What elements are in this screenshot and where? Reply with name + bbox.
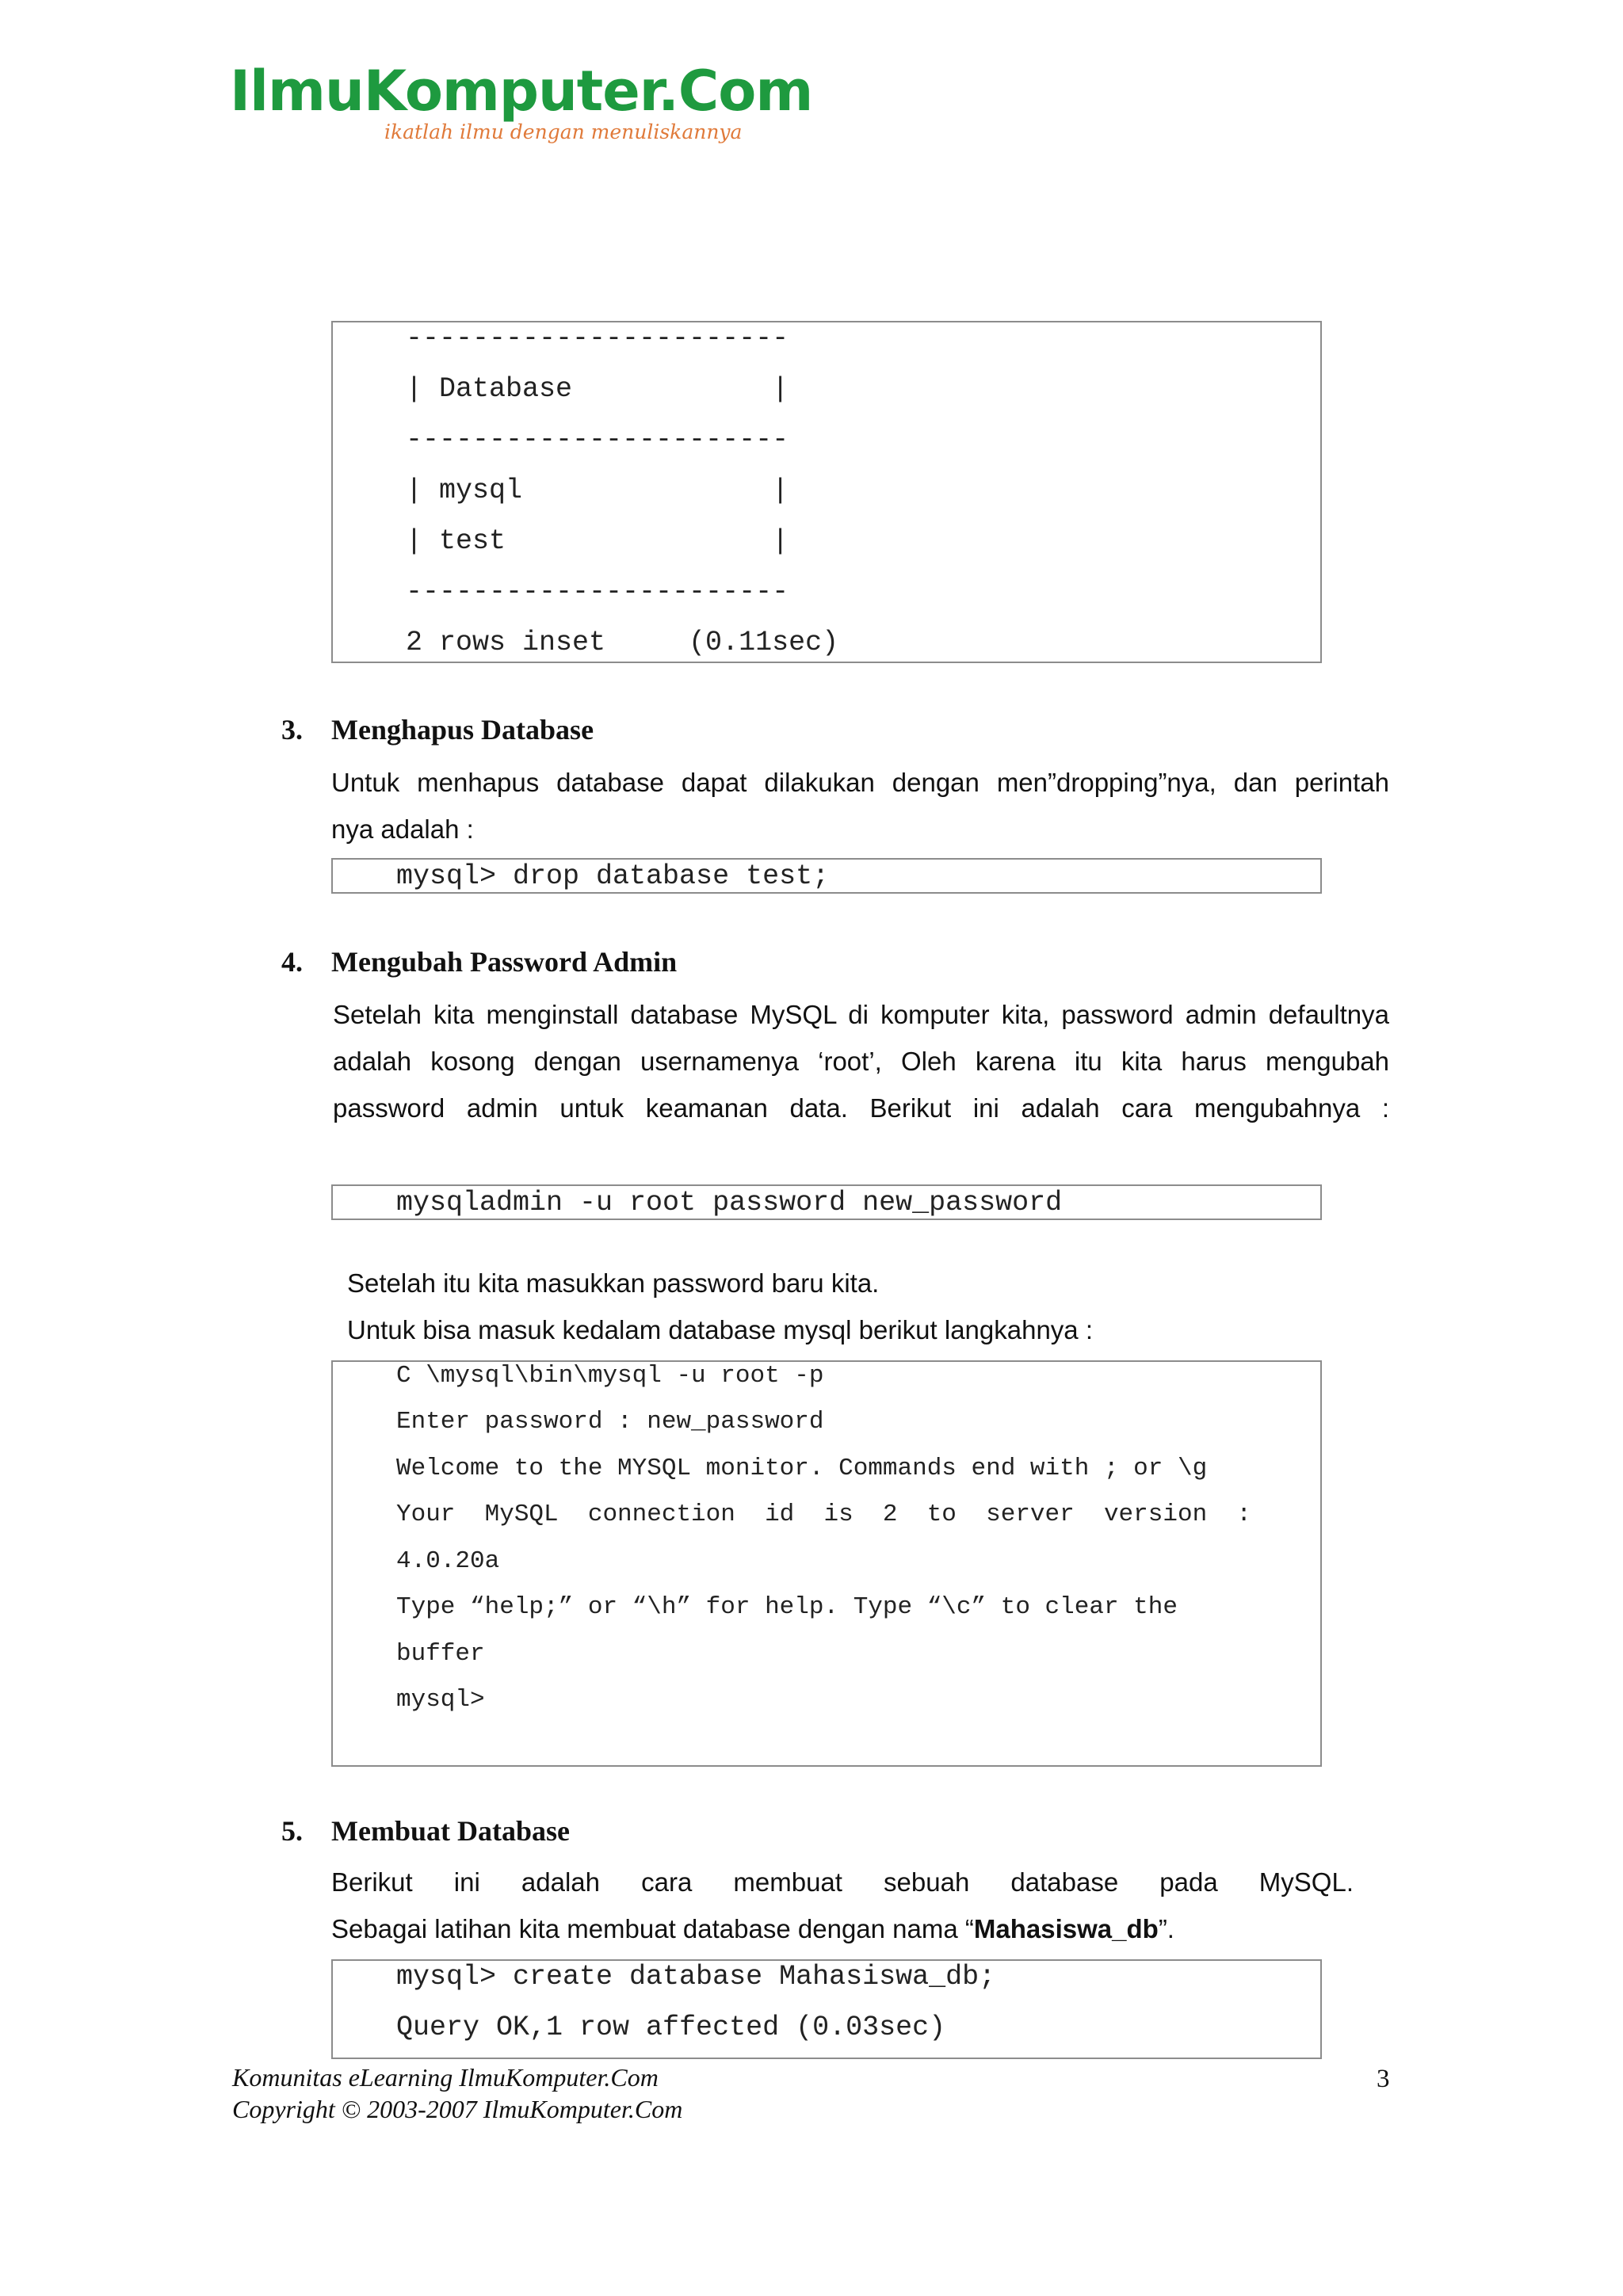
section-3-paragraph-line: nya adalah : [331,814,474,844]
section-4-after-line: Setelah itu kita masukkan password baru kita. [347,1268,880,1298]
logo-main-text: IlmuKomputer [230,59,659,124]
code-line: | mysql | [406,475,789,506]
page-number: 3 [1377,2065,1390,2093]
code-line: mysql> [396,1686,485,1714]
footer-community: Komunitas eLearning IlmuKomputer.Com [232,2063,659,2092]
section-number: 5. [281,1815,303,1847]
code-line: Enter password : new_password [396,1408,824,1436]
code-line: mysql> create database Mahasiswa_db; [396,1961,996,1993]
section-5-paragraph-line [331,1905,1174,1952]
code-box-databases [331,321,1322,663]
section-4-paragraph-line: Setelah kita menginstall database MySQL di komputer kita, password admin defaultnya [333,1000,1389,1029]
section-title: Membuat Database [331,1815,570,1847]
logo-tagline: ikatlah ilmu dengan menuliskannya [384,120,743,143]
code-line: 4.0.20a [396,1547,500,1575]
code-line: Type “help;” or “\h” for help. Type “\c” to clear the [396,1593,1178,1621]
section-5-paragraph-line: Berikut ini adalah cara membuat sebuah database pada MySQL. [331,1867,1354,1897]
code-line: Your MySQL connection id is 2 to server version : [396,1501,1251,1528]
site-logo [230,59,813,143]
code-box-drop [331,858,1322,894]
section-title: Menghapus Database [331,714,594,746]
footer-copyright: Copyright © 2003-2007 IlmuKomputer.Com [232,2095,683,2123]
code-box-create [331,1959,1322,2059]
code-line: Query OK,1 row affected (0.03sec) [396,2012,946,2043]
code-line: 2 rows inset (0.11sec) [406,627,839,658]
section-4-paragraph-line: password admin untuk keamanan data. Berikut ini adalah cara mengubahnya : [333,1093,1389,1123]
code-line: | Database | [406,373,789,405]
code-line: mysqladmin -u root password new_password [396,1187,1063,1219]
section-3-paragraph-line: Untuk menhapus database dapat dilakukan dengan men”dropping”nya, dan perintah [331,768,1389,797]
text-run: ”. [1158,1914,1174,1943]
code-line: ----------------------- [406,322,789,354]
code-line: Welcome to the MYSQL monitor. Commands end with ; or \g [396,1455,1208,1482]
logo-wordmark [230,59,813,124]
section-number: 4. [281,946,303,978]
code-line: mysql> drop database test; [396,860,830,892]
code-box-mysqladmin [331,1184,1322,1220]
code-line: buffer [396,1640,485,1668]
code-line: ----------------------- [406,424,789,456]
text-run: Sebagai latihan kita membuat database dengan nama “ [331,1914,974,1943]
code-box-login [331,1360,1322,1767]
code-line: | test | [406,525,789,557]
database-name-bold: Mahasiswa_db [973,1914,1159,1943]
section-title: Mengubah Password Admin [331,946,678,978]
section-number: 3. [281,714,303,746]
code-line: C \mysql\bin\mysql -u root -p [396,1362,824,1390]
section-4-paragraph-line: adalah kosong dengan usernamenya ‘root’, Oleh karena itu kita harus mengubah [333,1047,1389,1076]
logo-dotcom: .Com [658,59,813,124]
section-4-after-line: Untuk bisa masuk kedalam database mysql berikut langkahnya : [347,1315,1093,1344]
code-line: ----------------------- [406,576,789,608]
